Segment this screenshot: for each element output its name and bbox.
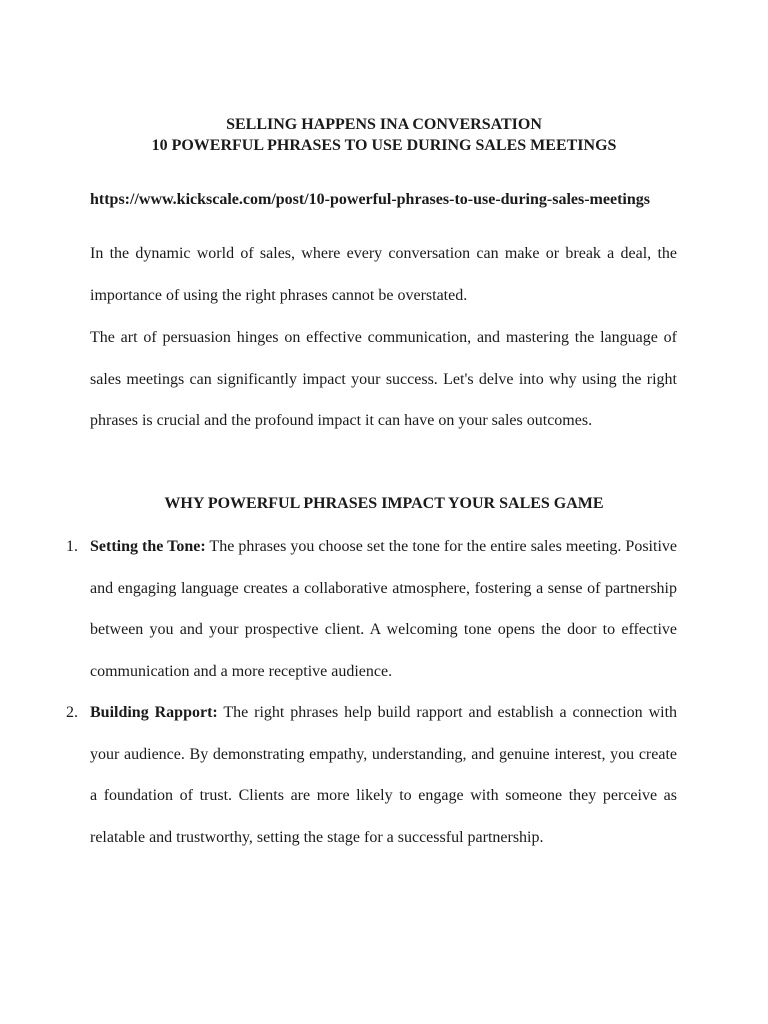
list-item-number: 2. bbox=[66, 704, 78, 721]
list-item-lead: Building Rapport: bbox=[90, 704, 218, 721]
list-item-number: 1. bbox=[66, 538, 78, 555]
section-heading: WHY POWERFUL PHRASES IMPACT YOUR SALES GAME bbox=[164, 495, 604, 512]
document-title-line-1: SELLING HAPPENS INA CONVERSATION bbox=[226, 116, 542, 133]
list-item bbox=[66, 526, 677, 693]
intro-paragraph-2: The art of persuasion hinges on effective communication, and mastering the language of sales meetings can significantly impact your success. Let's delve into why using the right phrases is crucial and the profound impact it can have on your sales outcomes. bbox=[90, 329, 677, 430]
list-item-text: The right phrases help build rapport and establish a connection with your audience. By demonstrating empathy, understanding, and genuine interest, you create a foundation of trust. Clients are more likely to engage with someone they perceive as relatable and trustworthy, setting the stage for a successful partnership. bbox=[90, 704, 678, 847]
document-title-line-2: 10 POWERFUL PHRASES TO USE DURING SALES MEETINGS bbox=[151, 137, 617, 154]
list-item-lead: Setting the Tone: bbox=[90, 538, 206, 555]
list-item-text: The phrases you choose set the tone for the entire sales meeting. Positive and engaging language creates a collaborative atmosphere, fostering a sense of partnership between you and your prospective client. A welcoming tone opens the door to effective communication and a more receptive audience. bbox=[90, 538, 677, 681]
source-url: https://www.kickscale.com/post/10-powerful-phrases-to-use-during-sales-meetings bbox=[90, 191, 650, 208]
intro-paragraph-1: In the dynamic world of sales, where every conversation can make or break a deal, the importance of using the right phrases cannot be overstated. bbox=[90, 245, 677, 304]
list-item bbox=[66, 692, 678, 859]
